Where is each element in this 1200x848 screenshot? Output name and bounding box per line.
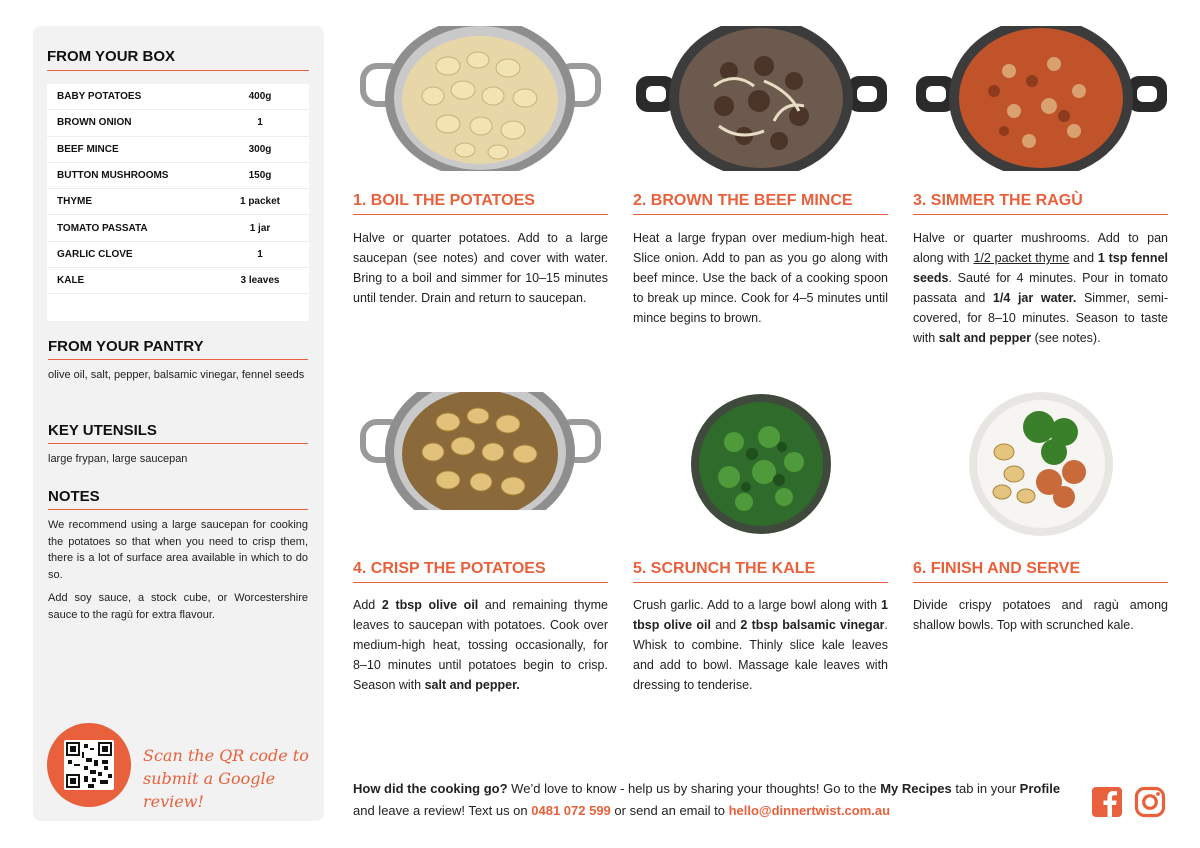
text-run: and bbox=[1069, 251, 1098, 265]
ingredient-name: BROWN ONION bbox=[57, 117, 132, 129]
step-2-text bbox=[633, 228, 888, 328]
text-run: 2 tbsp balsamic vinegar bbox=[740, 618, 885, 632]
utensils-text: large frypan, large saucepan bbox=[48, 453, 188, 465]
text-run: . Sauté for 4 minutes. Pour in tomato passata and bbox=[913, 271, 1168, 305]
text-run: 0481 072 599 bbox=[531, 803, 611, 818]
ingredient-row bbox=[47, 215, 309, 241]
step-3-text bbox=[913, 228, 1168, 348]
step-4-text bbox=[353, 595, 608, 695]
pantry-section bbox=[48, 338, 308, 384]
qr-badge bbox=[47, 723, 131, 807]
ingredient-row bbox=[47, 84, 309, 110]
notes-paragraph-2: Add soy sauce, a stock cube, or Worcestershire sauce to the ragù for extra flavour. bbox=[48, 592, 308, 621]
ingredient-qty: 150g bbox=[248, 170, 272, 182]
text-run: 1 tbsp olive oil bbox=[633, 598, 888, 632]
ingredients-table bbox=[47, 84, 309, 321]
utensils-title: KEY UTENSILS bbox=[48, 422, 308, 444]
ingredient-qty: 1 packet bbox=[239, 196, 281, 208]
text-run: 2 tbsp olive oil bbox=[381, 598, 479, 612]
text-run: How did the cooking go? bbox=[353, 781, 508, 796]
notes-title: NOTES bbox=[48, 488, 308, 510]
text-run: and remaining thyme leaves to saucepan with potatoes. Cook over medium-high heat, tossing occasionally, for 8–10 minutes until potatoes begin to crisp. Season with bbox=[353, 598, 609, 692]
ingredient-name: BUTTON MUSHROOMS bbox=[57, 170, 169, 182]
ingredient-name: GARLIC CLOVE bbox=[57, 248, 133, 260]
step-6-title: 6. FINISH AND SERVE bbox=[913, 560, 1168, 583]
ingredient-name: KALE bbox=[57, 275, 85, 287]
qr-caption bbox=[143, 744, 313, 813]
ingredient-row bbox=[47, 137, 309, 163]
ingredient-row bbox=[47, 268, 309, 294]
step-1-text bbox=[353, 228, 608, 308]
qr-caption-line-1: Scan the QR code to bbox=[143, 746, 309, 765]
text-run: salt and pepper bbox=[938, 331, 1032, 345]
boiled-potatoes-photo bbox=[353, 26, 608, 171]
ingredient-name: TOMATO PASSATA bbox=[57, 222, 148, 234]
ingredients-sidebar bbox=[33, 26, 324, 821]
ingredient-row bbox=[47, 242, 309, 268]
text-run: or send an email to bbox=[610, 803, 729, 818]
step-2-title: 2. BROWN THE BEEF MINCE bbox=[633, 192, 888, 215]
crispy-potatoes-photo bbox=[353, 392, 608, 510]
ingredient-row bbox=[47, 110, 309, 136]
text-run: and leave a review! Text us on bbox=[353, 803, 532, 818]
text-run: Crush garlic. Add to a large bowl along with bbox=[633, 598, 882, 612]
ingredient-name: BABY POTATOES bbox=[57, 91, 142, 103]
notes-section bbox=[48, 488, 308, 630]
text-run: tab in your bbox=[951, 781, 1020, 796]
ingredient-qty: 1 bbox=[257, 117, 263, 129]
ingredient-qty: 3 leaves bbox=[240, 275, 280, 287]
text-run: and bbox=[711, 618, 741, 632]
ingredient-qty: 400g bbox=[248, 91, 272, 103]
text-run: Heat a large frypan over medium-high heat. Slice onion. Add to pan as you go along with beef mince. Use the back of a cooking spoon to break up mince. Cook for 4–5 minutes until mince begins to brown. bbox=[633, 231, 888, 325]
text-run: My Recipes bbox=[880, 781, 952, 796]
step-5-text bbox=[633, 595, 888, 695]
feedback-footer bbox=[353, 778, 1083, 822]
instagram-icon[interactable] bbox=[1134, 786, 1166, 818]
pantry-text: olive oil, salt, pepper, balsamic vinegar, fennel seeds bbox=[48, 369, 305, 381]
text-run: Halve or quarter potatoes. Add to a large saucepan (see notes) and cover with water. Bring to a boil and simmer for 10–15 minutes until tender. Drain and return to saucepan. bbox=[353, 231, 608, 305]
ingredient-qty: 1 bbox=[257, 248, 263, 260]
text-run: Profile bbox=[1019, 781, 1061, 796]
ingredient-qty: 300g bbox=[248, 143, 272, 155]
text-run: 1 tsp fennel seeds bbox=[913, 251, 1168, 285]
step-6-text bbox=[913, 595, 1168, 635]
text-run: Halve or quarter mushrooms. Add to pan along with bbox=[913, 231, 1168, 265]
text-run: 1/2 packet thyme bbox=[973, 251, 1070, 265]
text-run: salt and pepper. bbox=[424, 678, 520, 692]
step-5-title: 5. SCRUNCH THE KALE bbox=[633, 560, 888, 583]
finished-dish-photo bbox=[914, 392, 1169, 537]
text-run: 1/4 jar water. bbox=[992, 291, 1077, 305]
ingredient-row bbox=[47, 163, 309, 189]
ingredient-row bbox=[47, 189, 309, 215]
text-run: . Whisk to combine. Thinly slice kale leaves and add to bowl. Massage kale leaves with dressing to tenderise. bbox=[633, 618, 888, 692]
text-run: Add bbox=[353, 598, 382, 612]
ingredient-name: BEEF MINCE bbox=[57, 143, 119, 155]
notes-paragraph-1: We recommend using a large saucepan for cooking the potatoes so that when you need to crisp them, there is a lot of surface area available in which to do so. bbox=[48, 519, 308, 581]
text-run: hello@dinnertwist.com.au bbox=[728, 803, 891, 818]
kale-bowl-photo bbox=[634, 392, 889, 537]
text-run: Divide crispy potatoes and ragù among shallow bowls. Top with scrunched kale. bbox=[913, 598, 1168, 632]
ingredient-qty: 1 jar bbox=[249, 222, 271, 234]
step-3-title: 3. SIMMER THE RAGÙ bbox=[913, 192, 1168, 215]
ingredient-name: THYME bbox=[57, 196, 92, 208]
step-1-title: 1. BOIL THE POTATOES bbox=[353, 192, 608, 215]
text-run: Simmer, semi-covered, for 8–10 minutes. Season to taste with bbox=[913, 291, 1168, 345]
utensils-section bbox=[48, 422, 308, 468]
facebook-icon[interactable] bbox=[1091, 786, 1123, 818]
qr-caption-line-2: submit a Google review! bbox=[143, 769, 276, 811]
notes-text bbox=[48, 517, 308, 623]
step-4-title: 4. CRISP THE POTATOES bbox=[353, 560, 608, 583]
qr-pattern-icon bbox=[64, 740, 114, 790]
from-your-box-title: FROM YOUR BOX bbox=[47, 48, 309, 71]
text-run: We’d love to know - help us by sharing your thoughts! Go to the bbox=[507, 781, 881, 796]
text-run: (see notes). bbox=[1031, 331, 1101, 345]
pantry-title: FROM YOUR PANTRY bbox=[48, 338, 308, 360]
qr-code[interactable] bbox=[64, 740, 114, 790]
beef-mince-photo bbox=[634, 26, 889, 171]
ragu-photo bbox=[914, 26, 1169, 171]
